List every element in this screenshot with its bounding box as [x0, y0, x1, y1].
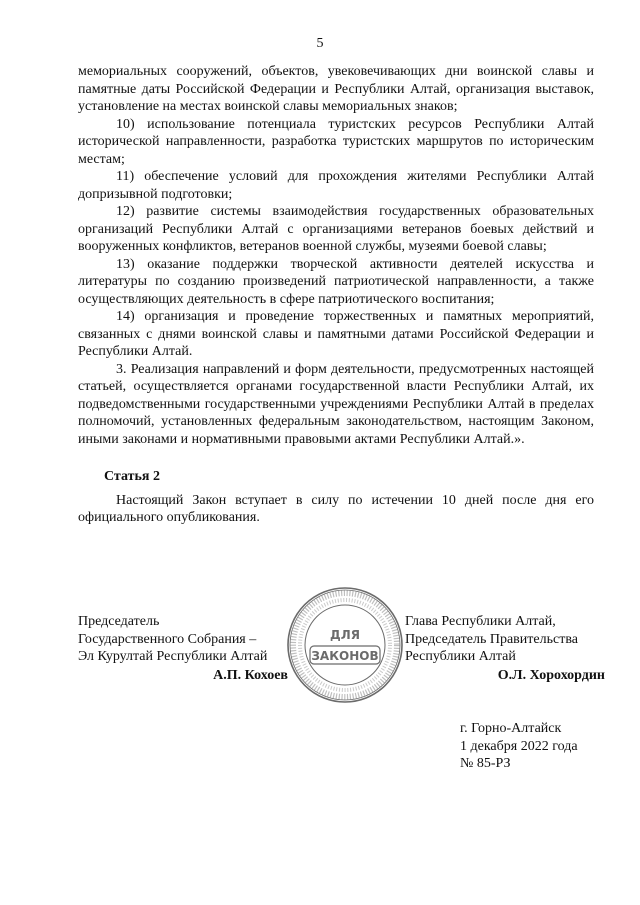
signature-left — [78, 613, 298, 684]
place-date-number — [460, 720, 578, 773]
law-number: № 85-РЗ — [460, 756, 511, 771]
signature-left-line: Председатель — [78, 614, 160, 629]
paragraph: 13) оказание поддержки творческой активности деятелей искусства и литературы по созданию произведений патриотической направленности, а также осуществляющих деятельность в сфере патриотического воспитания; — [78, 256, 594, 307]
law-body — [78, 63, 594, 527]
signature-right-line: Глава Республики Алтай, — [405, 614, 556, 629]
signature-right-name: О.Л. Хорохордин — [497, 667, 605, 683]
official-seal — [285, 585, 405, 705]
signature-right-line: Республики Алтай — [405, 649, 516, 664]
seal-text-bottom: ЗАКОНОВ — [311, 649, 379, 663]
signature-left-name: А.П. Кохоев — [213, 667, 288, 683]
signature-left-line: Эл Курултай Республики Алтай — [78, 649, 268, 664]
seal-text-top: ДЛЯ — [330, 628, 360, 642]
paragraph: 10) использование потенциала туристских ресурсов Республики Алтай исторической направленности, разработка туристских маршрутов по историческим местам; — [78, 116, 594, 167]
paragraph: 12) развитие системы взаимодействия государственных образовательных организаций Республики Алтай с организациями ветеранов боевых действий и вооруженных конфликтов, ветеранов военной службы, музеями боевой славы; — [78, 204, 594, 254]
article-2-text: Настоящий Закон вступает в силу по истечении 10 дней после дня его официального опубликования. — [78, 492, 594, 525]
signature-right — [405, 613, 605, 684]
city: г. Горно-Алтайск — [460, 721, 562, 736]
signature-left-line: Государственного Собрания – — [78, 631, 257, 647]
paragraph: 14) организация и проведение торжественных и памятных мероприятий, связанных с днями воинской славы и памятными датами Российской Федерации и Республики Алтай. — [78, 309, 594, 359]
date: 1 декабря 2022 года — [460, 738, 578, 754]
signature-right-line: Председатель Правительства — [405, 631, 578, 647]
article-2-title: Статья 2 — [104, 469, 160, 484]
paragraph: 3. Реализация направлений и форм деятельности, предусмотренных настоящей статьей, осуществляется органами государственной власти Республики Алтай, их подведомственными государственными учреждениями Республики Алтай в пределах полномочий, установленных федеральным законодательством, настоящим Законом, иными законами и нормативными правовыми актами Республики Алтай.». — [78, 361, 594, 447]
paragraph: мемориальных сооружений, объектов, увековечивающих дни воинской славы и памятные даты Российской Федерации и Республики Алтай, организация выставок, установление на местах воинской славы мемориальных знаков; — [78, 64, 594, 114]
paragraph: 11) обеспечение условий для прохождения жителями Республики Алтай допризывной подготовки; — [78, 169, 594, 202]
page-number: 5 — [316, 36, 324, 51]
